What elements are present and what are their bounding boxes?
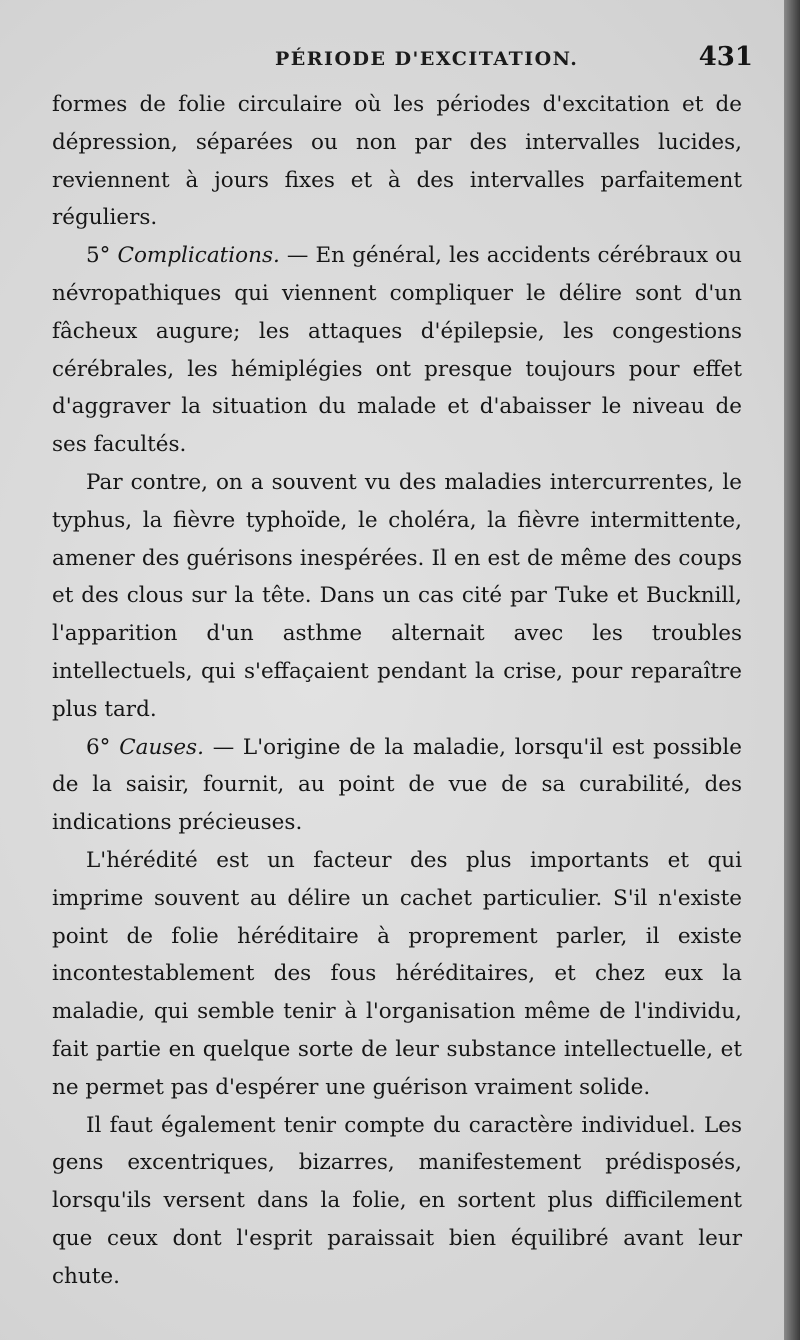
page-number: 431 xyxy=(698,42,753,72)
paragraph-text: — En général, les accidents cérébraux ou névropathiques qui viennent compliquer le délire sont d'un fâcheux augure; les attaques d'épilepsie, les congestions cérébrales, les hémiplégies ont presque toujours pour effet d'aggraver la situation du malade et d'abaisser le niveau de ses facultés. xyxy=(52,243,742,458)
paragraph-text: Il faut également tenir compte du caractère individuel. Les gens excentriques, bizarres, manifestement prédisposés, lorsqu'ils versent dans la folie, en sortent plus difficilement que ceux dont l'esprit paraissait bien équilibré avant leur chute. xyxy=(52,1112,742,1289)
paragraph-text: Par contre, on a souvent vu des maladies intercurrentes, le typhus, la fièvre typhoïde, le choléra, la fièvre intermittente, amener des guérisons inespérées. Il en est de même des coups et des clous sur la tête. Dans un cas cité par Tuke et Bucknill, l'apparition d'un asthme alternait avec les troubles intellectuels, qui s'effaçaient pendant la crise, pour reparaître plus tard. xyxy=(52,469,742,722)
section-number: 6° xyxy=(86,734,111,760)
scan-edge xyxy=(784,0,800,1340)
section-heading: Causes. xyxy=(119,734,204,760)
paragraph-complications xyxy=(52,237,742,464)
running-head: PÉRIODE D'EXCITATION. xyxy=(275,48,579,70)
paragraph xyxy=(52,464,742,729)
page-header xyxy=(55,42,753,84)
paragraph-text: formes de folie circulaire où les périodes d'excitation et de dépression, séparées ou non par des intervalles lucides, reviennent à jours fixes et à des intervalles parfaitement réguliers. xyxy=(52,92,742,231)
paragraph-continuation xyxy=(52,86,742,237)
section-number: 5° xyxy=(86,243,111,269)
paragraph-causes xyxy=(52,729,742,842)
body-text xyxy=(52,86,742,1296)
section-heading: Complications. xyxy=(117,243,280,269)
paragraph xyxy=(52,1107,742,1296)
paragraph-text: — L'origine de la maladie, lorsqu'il est possible de la saisir, fournit, au point de vue de sa curabilité, des indications précieuses. xyxy=(52,734,742,836)
paragraph-text: L'hérédité est un facteur des plus importants et qui imprime souvent au délire un cachet particulier. S'il n'existe point de folie héréditaire à proprement parler, il existe incontestablement des fous héréditaires, et chez eux la maladie, qui semble tenir à l'organisation même de l'individu, fait partie en quelque sorte de leur substance intellectuelle, et ne permet pas d'espérer une guérison vraiment solide. xyxy=(52,847,742,1100)
paragraph xyxy=(52,842,742,1107)
